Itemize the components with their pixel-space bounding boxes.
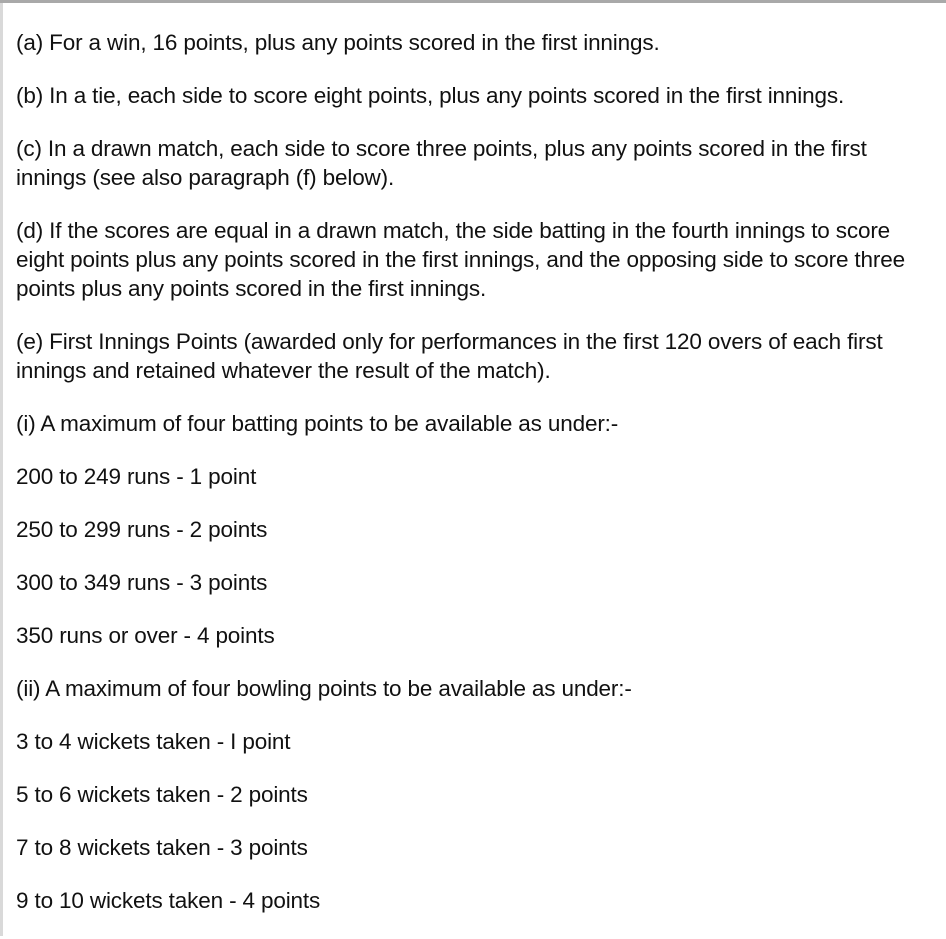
bowling-points-item: 7 to 8 wickets taken - 3 points	[16, 835, 308, 860]
bowling-points-item: 3 to 4 wickets taken - I point	[16, 729, 291, 754]
rule-a-win: (a) For a win, 16 points, plus any points scored in the first innings.	[16, 30, 660, 55]
batting-points-item: 350 runs or over - 4 points	[16, 623, 275, 648]
rule-b-tie: (b) In a tie, each side to score eight points, plus any points scored in the first innings.	[16, 83, 845, 108]
left-border	[0, 3, 3, 936]
points-rules-text	[16, 28, 942, 939]
rule-c-drawn: (c) In a drawn match, each side to score three points, plus any points scored in the first innings (see also paragraph (f) below).	[16, 136, 867, 190]
bowling-points-heading: (ii) A maximum of four bowling points to be available as under:-	[16, 676, 632, 701]
batting-points-heading: (i) A maximum of four batting points to be available as under:-	[16, 411, 619, 436]
bowling-points-item: 9 to 10 wickets taken - 4 points	[16, 888, 321, 913]
bowling-points-item: 5 to 6 wickets taken - 2 points	[16, 782, 308, 807]
rule-d-equal-scores: (d) If the scores are equal in a drawn match, the side batting in the fourth innings to score eight points plus any points scored in the first innings, and the opposing side to score three points plus any points scored in the first innings.	[16, 218, 905, 301]
batting-points-item: 200 to 249 runs - 1 point	[16, 464, 257, 489]
top-divider	[0, 0, 946, 3]
batting-points-item: 300 to 349 runs - 3 points	[16, 570, 268, 595]
rule-e-first-innings: (e) First Innings Points (awarded only for performances in the first 120 overs of each first innings and retained whatever the result of the match).	[16, 329, 883, 383]
batting-points-item: 250 to 299 runs - 2 points	[16, 517, 268, 542]
